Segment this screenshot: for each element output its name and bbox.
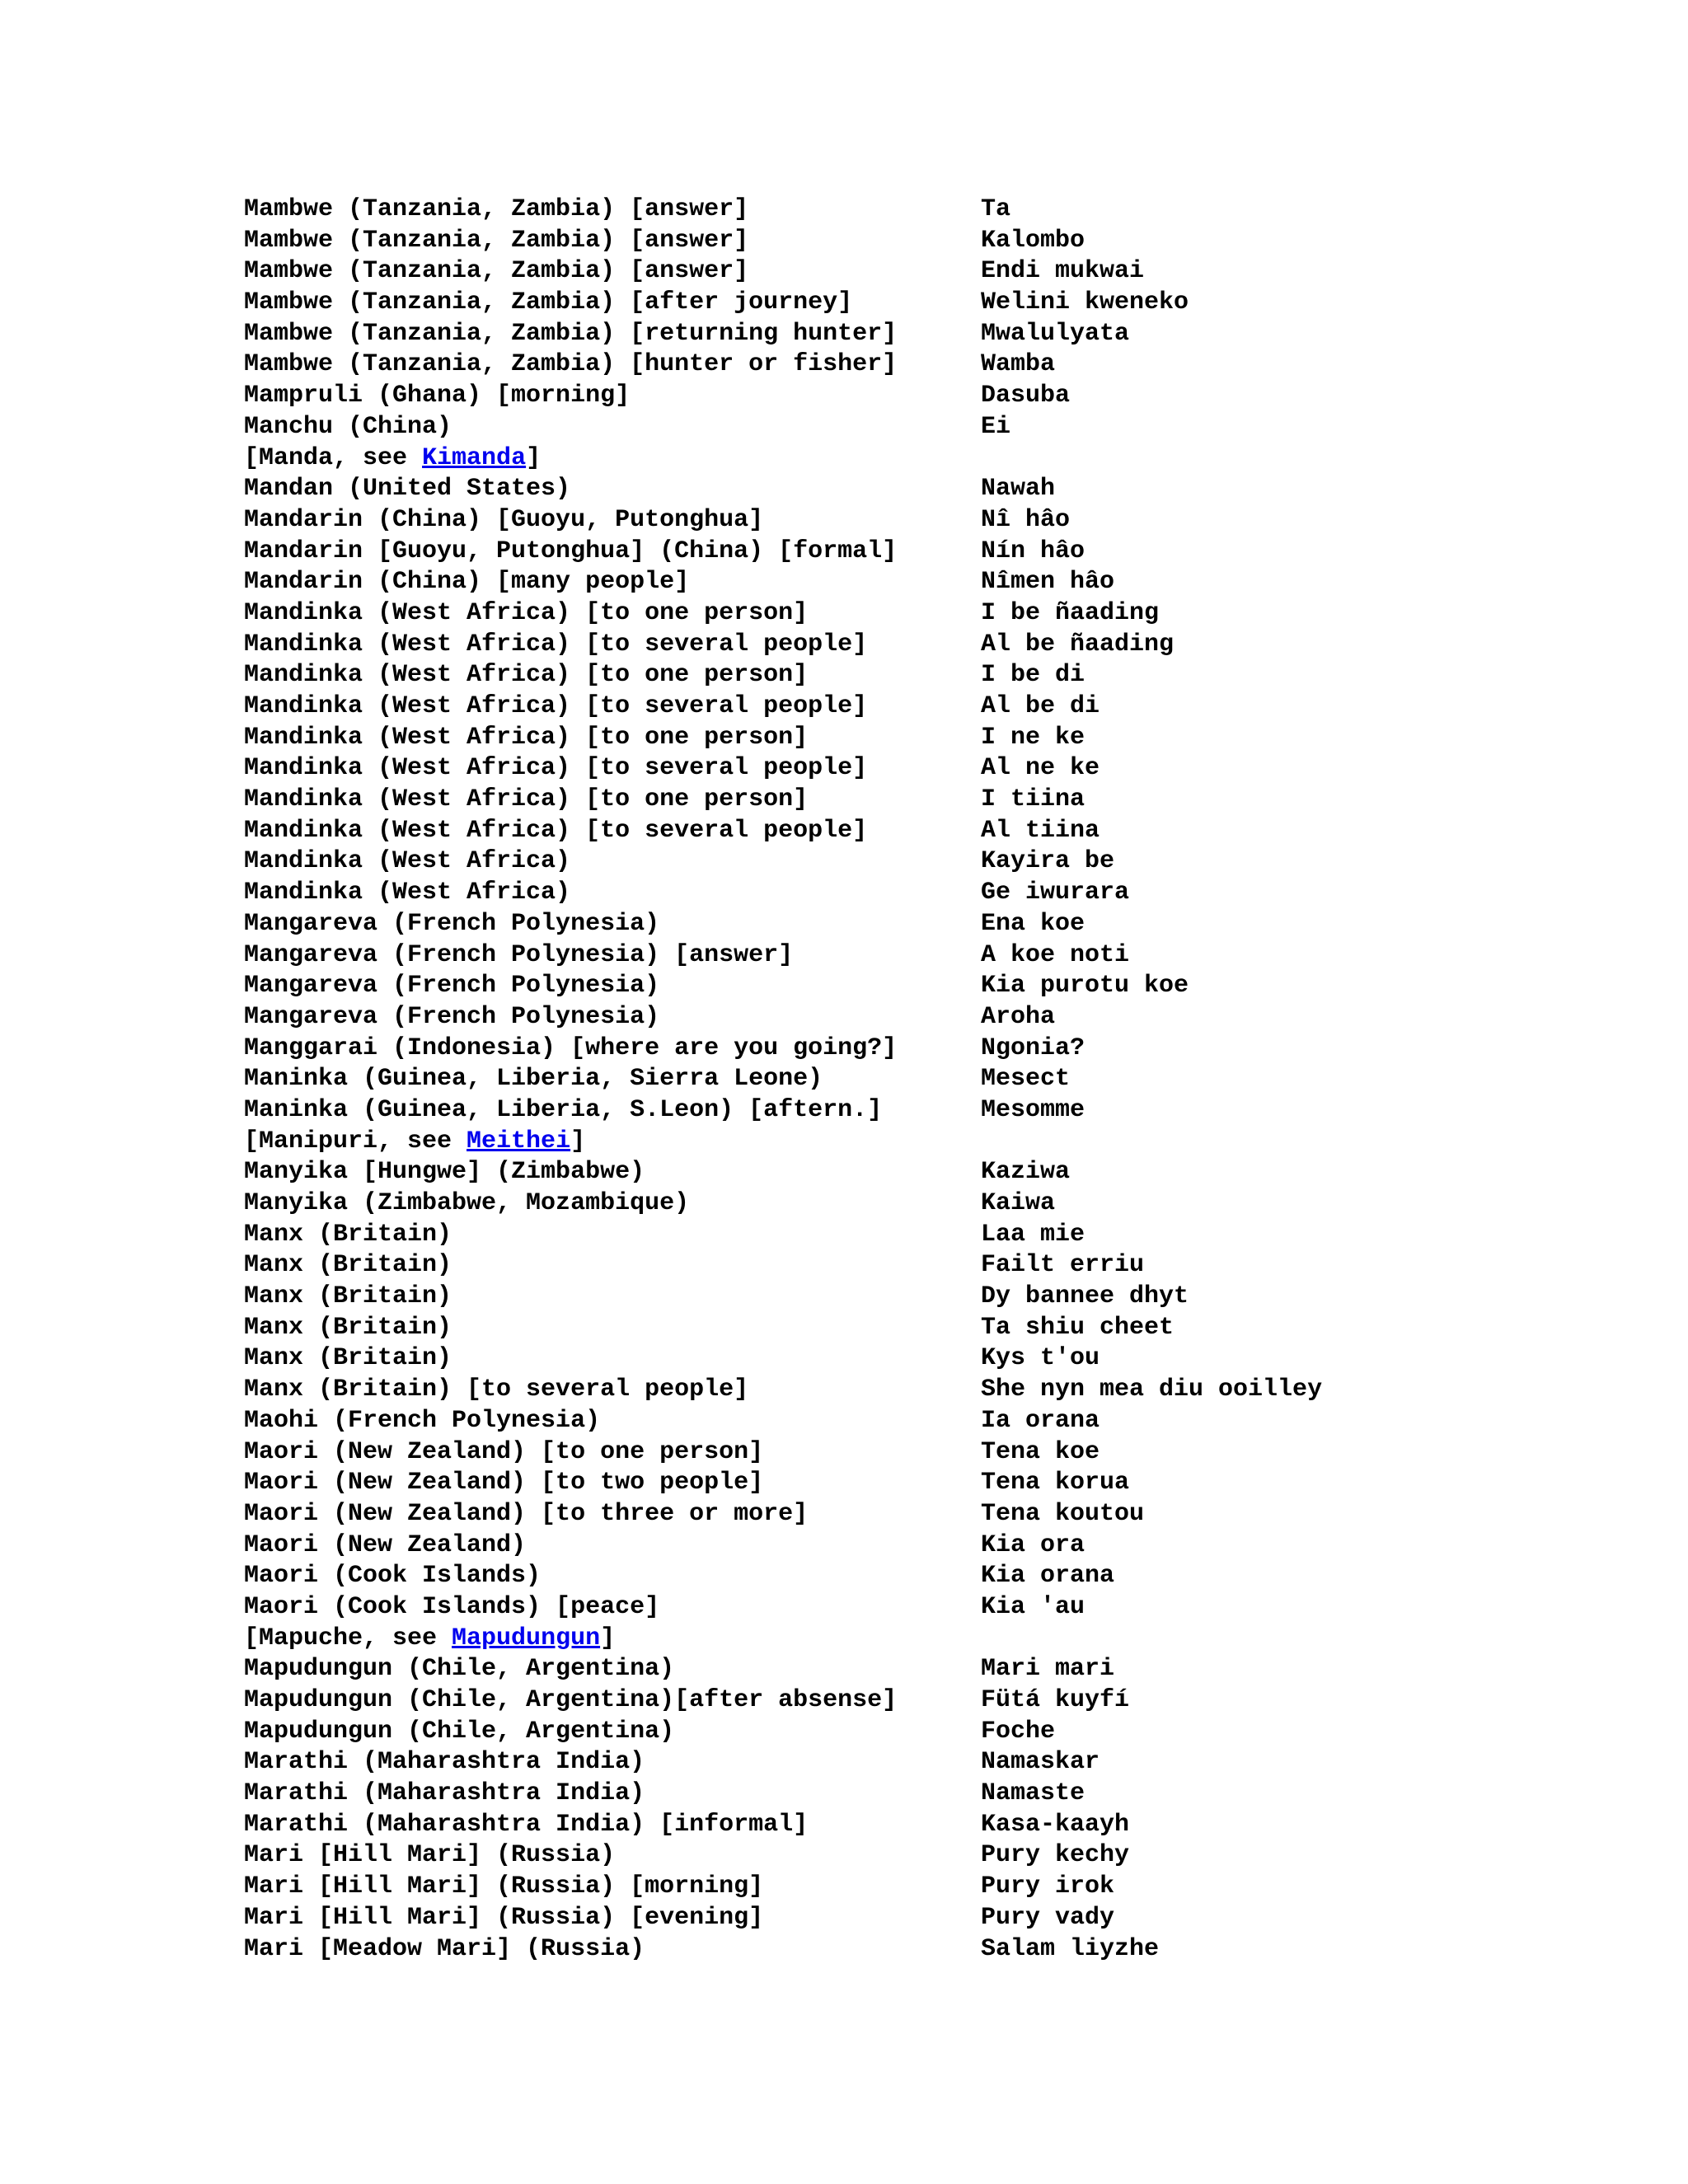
greeting-entry-row [244, 288, 1662, 319]
greeting-entry-row [244, 630, 1662, 661]
language-label: Marathi (Maharashtra India) [244, 1748, 645, 1777]
greeting-entry-row [244, 1530, 1662, 1562]
greeting-entry-row [244, 567, 1662, 598]
language-label: Manx (Britain) [244, 1313, 452, 1342]
greeting-entry-row [244, 1903, 1662, 1934]
language-label: Mandinka (West Africa) [244, 879, 571, 907]
greeting-text: Nín hâo [981, 537, 1085, 565]
greeting-entry-row [244, 909, 1662, 940]
language-label: Mapudungun (Chile, Argentina) [244, 1655, 675, 1684]
see-reference-link[interactable]: Meithei [467, 1127, 571, 1155]
language-label: Maori (Cook Islands) [peace] [244, 1592, 660, 1621]
greeting-text: I ne ke [981, 723, 1085, 752]
greeting-text: Foche [981, 1717, 1056, 1746]
greeting-text: Namaste [981, 1779, 1085, 1808]
greeting-entry-row [244, 785, 1662, 816]
greeting-text: Mari mari [981, 1655, 1115, 1684]
language-label: Mambwe (Tanzania, Zambia) [answer] [244, 226, 749, 255]
greeting-entry-row [244, 1810, 1662, 1841]
language-label: Manx (Britain) [244, 1251, 452, 1280]
greeting-text: I be di [981, 661, 1085, 690]
greeting-text: Namaskar [981, 1748, 1100, 1777]
greeting-entry-row [244, 1499, 1662, 1530]
greeting-entry-row [244, 940, 1662, 972]
greeting-entry-row [244, 691, 1662, 723]
see-reference-suffix: ] [570, 1127, 586, 1155]
greeting-entry-row [244, 1685, 1662, 1717]
language-label: Mangareva (French Polynesia) [answer] [244, 940, 794, 969]
language-label: Maninka (Guinea, Liberia, S.Leon) [aftern.] [244, 1095, 883, 1124]
language-label: Mambwe (Tanzania, Zambia) [returning hunter] [244, 319, 898, 348]
greeting-text: Endi mukwai [981, 257, 1145, 286]
language-label: Marathi (Maharashtra India) [informal] [244, 1810, 809, 1839]
greeting-text: Ei [981, 412, 1011, 441]
greeting-text: Salam liyzhe [981, 1934, 1160, 1963]
greeting-text: Ta shiu cheet [981, 1313, 1175, 1342]
language-label: Mandarin (China) [many people] [244, 568, 690, 597]
language-label: Mangareva (French Polynesia) [244, 909, 660, 938]
language-label: Mandarin (China) [Guoyu, Putonghua] [244, 505, 764, 534]
greeting-text: Kaziwa [981, 1158, 1071, 1187]
see-reference-suffix: ] [526, 443, 542, 472]
greeting-text: Kia 'au [981, 1592, 1085, 1621]
greeting-entry-row [244, 1064, 1662, 1095]
language-label: Mari [Hill Mari] (Russia) [evening] [244, 1903, 764, 1932]
greeting-entry-row [244, 537, 1662, 568]
greetings-list [244, 194, 1662, 1965]
greeting-text: Mwalulyata [981, 319, 1130, 348]
greeting-entry-row [244, 1654, 1662, 1685]
greeting-text: Dasuba [981, 382, 1071, 410]
greeting-text: Mesomme [981, 1095, 1085, 1124]
greeting-entry-row [244, 1872, 1662, 1903]
greeting-entry-row [244, 474, 1662, 505]
greeting-text: Pury irok [981, 1872, 1115, 1901]
greeting-entry-row [244, 1250, 1662, 1282]
greeting-entry-row [244, 660, 1662, 691]
greeting-text: Dy bannee dhyt [981, 1282, 1189, 1311]
language-label: Mambwe (Tanzania, Zambia) [hunter or fisher] [244, 350, 898, 379]
greeting-entry-row [244, 1157, 1662, 1188]
greeting-text: Failt erriu [981, 1251, 1145, 1280]
greeting-entry-row [244, 598, 1662, 630]
greeting-text: Al tiina [981, 816, 1100, 845]
greeting-text: Aroha [981, 1002, 1056, 1031]
greeting-entry-row [244, 256, 1662, 288]
language-label: Manggarai (Indonesia) [where are you going?] [244, 1033, 898, 1062]
language-label: Mandan (United States) [244, 475, 571, 504]
greeting-text: Wamba [981, 350, 1056, 379]
language-label: Manx (Britain) [244, 1282, 452, 1311]
language-label: Mandinka (West Africa) [to several people] [244, 692, 868, 720]
greeting-entry-row [244, 1033, 1662, 1065]
greeting-entry-row [244, 1747, 1662, 1779]
greeting-text: Laa mie [981, 1220, 1085, 1249]
see-reference-link[interactable]: Mapudungun [452, 1624, 601, 1652]
greeting-text: Nawah [981, 475, 1056, 504]
language-label: Maninka (Guinea, Liberia, Sierra Leone) [244, 1065, 823, 1094]
greeting-entry-row [244, 816, 1662, 847]
greeting-text: Ngonia? [981, 1033, 1085, 1062]
greeting-entry-row [244, 846, 1662, 878]
greeting-entry-row [244, 1779, 1662, 1810]
greeting-entry-row [244, 971, 1662, 1002]
language-label: Mandinka (West Africa) [to one person] [244, 785, 809, 814]
greeting-entry-row [244, 1343, 1662, 1375]
greeting-text: Kys t'ou [981, 1344, 1100, 1373]
language-label: Maohi (French Polynesia) [244, 1406, 601, 1435]
greeting-entry-row [244, 381, 1662, 412]
language-label: Mampruli (Ghana) [morning] [244, 382, 631, 410]
greeting-entry-row [244, 878, 1662, 909]
see-reference-suffix: ] [600, 1624, 616, 1652]
greeting-text: Mesect [981, 1065, 1071, 1094]
greeting-text: Pury kechy [981, 1841, 1130, 1870]
see-reference-prefix: [Manipuri, see [244, 1127, 467, 1155]
language-label: Manyika [Hungwe] (Zimbabwe) [244, 1158, 645, 1187]
greeting-text: Al be di [981, 692, 1100, 720]
greeting-text: Ge iwurara [981, 879, 1130, 907]
greeting-entry-row [244, 1934, 1662, 1966]
greeting-text: Kalombo [981, 226, 1085, 255]
greeting-text: Kia ora [981, 1530, 1085, 1559]
language-label: Mari [Hill Mari] (Russia) [morning] [244, 1872, 764, 1901]
greeting-text: A koe noti [981, 940, 1130, 969]
language-label: Manx (Britain) [244, 1220, 452, 1249]
greeting-entry-row [244, 1717, 1662, 1748]
greeting-text: Kaiwa [981, 1189, 1056, 1217]
greeting-text: Tena korua [981, 1469, 1130, 1497]
see-reference-link[interactable]: Kimanda [422, 443, 527, 472]
language-label: Mandinka (West Africa) [to several people] [244, 816, 868, 845]
greeting-text: Pury vady [981, 1903, 1115, 1932]
greeting-text: Kasa-kaayh [981, 1810, 1130, 1839]
greeting-text: Welini kweneko [981, 288, 1189, 317]
language-label: Mari [Meadow Mari] (Russia) [244, 1934, 645, 1963]
language-label: Maori (Cook Islands) [244, 1562, 542, 1591]
language-label: Mandarin [Guoyu, Putonghua] (China) [formal] [244, 537, 898, 565]
greeting-entry-row [244, 1437, 1662, 1469]
language-label: Mambwe (Tanzania, Zambia) [after journey] [244, 288, 853, 317]
greeting-entry-row [244, 226, 1662, 257]
greeting-entry-row [244, 1592, 1662, 1624]
greeting-text: Kayira be [981, 847, 1115, 876]
language-label: Mandinka (West Africa) [to several people] [244, 754, 868, 783]
greeting-entry-row [244, 1375, 1662, 1406]
see-reference-prefix: [Mapuche, see [244, 1624, 452, 1652]
language-label: Marathi (Maharashtra India) [244, 1779, 645, 1808]
greeting-entry-row [244, 1468, 1662, 1499]
greeting-text: Ta [981, 195, 1011, 223]
greeting-text: Al be ñaading [981, 630, 1175, 658]
greeting-entry-row [244, 1220, 1662, 1251]
language-label: Mandinka (West Africa) [to several people] [244, 630, 868, 658]
language-label: Manyika (Zimbabwe, Mozambique) [244, 1189, 690, 1217]
language-label: Mangareva (French Polynesia) [244, 972, 660, 1001]
greeting-text: I be ñaading [981, 598, 1160, 627]
see-reference-prefix: [Manda, see [244, 443, 423, 472]
greeting-entry-row [244, 505, 1662, 537]
greeting-text: Al ne ke [981, 754, 1100, 783]
greeting-entry-row [244, 319, 1662, 350]
greeting-entry-row [244, 412, 1662, 443]
language-label: Maori (New Zealand) [244, 1530, 527, 1559]
greeting-text: Fütá kuyfí [981, 1686, 1130, 1714]
greeting-entry-row [244, 1840, 1662, 1872]
greeting-text: Nîmen hâo [981, 568, 1115, 597]
greeting-text: Ia orana [981, 1406, 1100, 1435]
language-label: Manx (Britain) [to several people] [244, 1376, 749, 1404]
greeting-entry-row [244, 1002, 1662, 1033]
greeting-entry-row [244, 194, 1662, 226]
greeting-entry-row [244, 1282, 1662, 1313]
language-label: Mapudungun (Chile, Argentina) [244, 1717, 675, 1746]
see-reference-row [244, 1624, 1662, 1655]
greeting-text: Tena koe [981, 1437, 1100, 1466]
greeting-text: Nî hâo [981, 505, 1071, 534]
greeting-entry-row [244, 349, 1662, 381]
greeting-entry-row [244, 1406, 1662, 1437]
greeting-text: Ena koe [981, 909, 1085, 938]
language-label: Maori (New Zealand) [to one person] [244, 1437, 764, 1466]
language-label: Mari [Hill Mari] (Russia) [244, 1841, 616, 1870]
greeting-text: I tiina [981, 785, 1085, 814]
greeting-text: She nyn mea diu ooilley [981, 1376, 1323, 1404]
greeting-entry-row [244, 1188, 1662, 1220]
language-label: Mapudungun (Chile, Argentina)[after absense] [244, 1686, 898, 1714]
greeting-entry-row [244, 753, 1662, 785]
greeting-text: Tena koutou [981, 1499, 1145, 1528]
greeting-entry-row [244, 723, 1662, 754]
language-label: Mambwe (Tanzania, Zambia) [answer] [244, 257, 749, 286]
see-reference-row [244, 1127, 1662, 1158]
greeting-text: Kia purotu koe [981, 972, 1189, 1001]
language-label: Mangareva (French Polynesia) [244, 1002, 660, 1031]
greeting-entry-row [244, 1313, 1662, 1344]
language-label: Manx (Britain) [244, 1344, 452, 1373]
language-label: Mandinka (West Africa) [to one person] [244, 723, 809, 752]
greeting-entry-row [244, 1561, 1662, 1592]
language-label: Mandinka (West Africa) [to one person] [244, 661, 809, 690]
language-label: Mambwe (Tanzania, Zambia) [answer] [244, 195, 749, 223]
language-label: Mandinka (West Africa) [to one person] [244, 598, 809, 627]
language-label: Maori (New Zealand) [to two people] [244, 1469, 764, 1497]
language-label: Maori (New Zealand) [to three or more] [244, 1499, 809, 1528]
language-label: Mandinka (West Africa) [244, 847, 571, 876]
greeting-entry-row [244, 1095, 1662, 1127]
see-reference-row [244, 443, 1662, 475]
language-label: Manchu (China) [244, 412, 452, 441]
greeting-text: Kia orana [981, 1562, 1115, 1591]
